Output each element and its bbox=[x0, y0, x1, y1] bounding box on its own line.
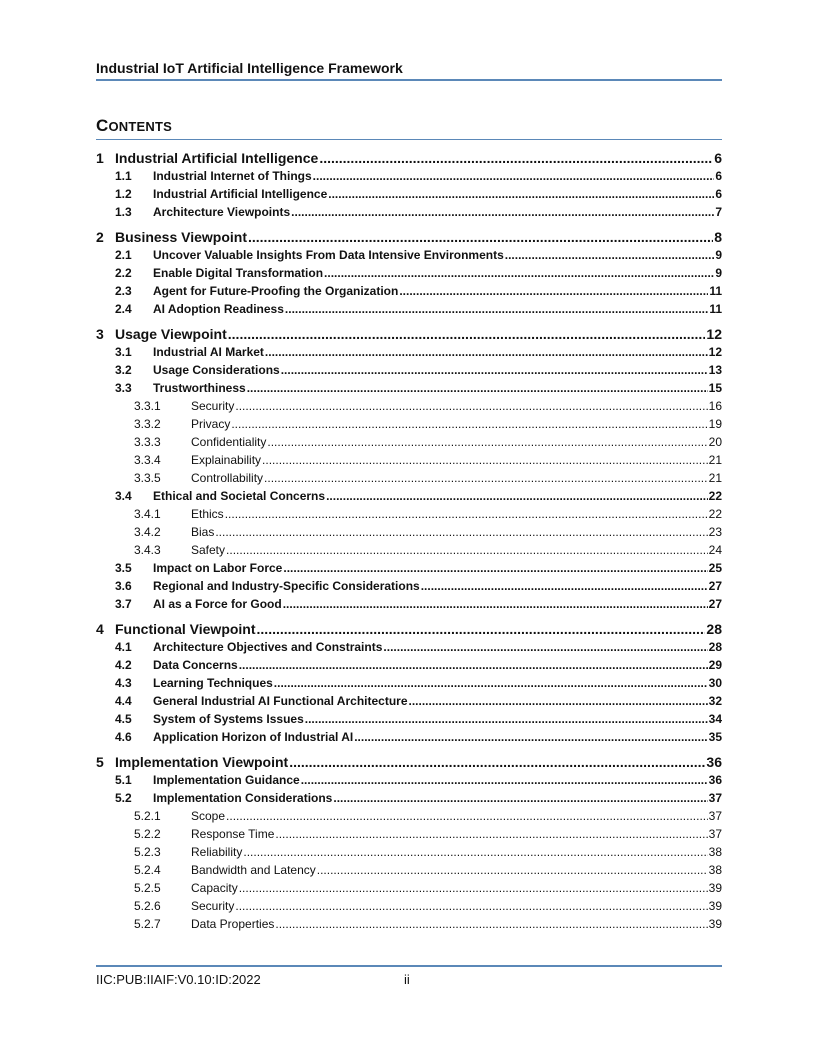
toc-entry-number: 3.1 bbox=[115, 345, 132, 359]
toc-entry-number: 3.7 bbox=[115, 597, 132, 611]
toc-dot-leader bbox=[243, 845, 707, 859]
toc-entry-3-7[interactable] bbox=[96, 597, 722, 615]
toc-entry-number: 3.3.1 bbox=[134, 399, 161, 413]
toc-entry-title: Industrial AI Market bbox=[153, 345, 264, 359]
toc-entry-page: 13 bbox=[708, 363, 722, 377]
toc-dot-leader bbox=[283, 561, 707, 575]
toc-entry-title: Business Viewpoint bbox=[115, 229, 247, 245]
toc-dot-leader bbox=[274, 676, 708, 690]
toc-entry-title: System of Systems Issues bbox=[153, 712, 304, 726]
toc-entry-page: 37 bbox=[708, 827, 722, 841]
toc-dot-leader bbox=[226, 543, 708, 557]
toc-entry-3-6[interactable] bbox=[96, 579, 722, 597]
toc-entry-title: Safety bbox=[191, 543, 226, 557]
toc-entry-3-1[interactable] bbox=[96, 345, 722, 363]
toc-entry-number: 4.1 bbox=[115, 640, 132, 654]
toc-dot-leader bbox=[275, 917, 707, 931]
toc-dot-leader bbox=[231, 417, 707, 431]
header-rule bbox=[96, 79, 722, 81]
toc-entry-number: 3.3.5 bbox=[134, 471, 161, 485]
toc-dot-leader bbox=[239, 658, 708, 672]
toc-entry-4-6[interactable] bbox=[96, 730, 722, 748]
toc-entry-number: 5.2.1 bbox=[134, 809, 161, 823]
toc-dot-leader bbox=[228, 326, 706, 342]
toc-entry-title: Reliability bbox=[191, 845, 243, 859]
toc-dot-leader bbox=[328, 187, 714, 201]
toc-entry-title: Capacity bbox=[191, 881, 238, 895]
toc-entry-page: 20 bbox=[708, 435, 722, 449]
toc-dot-leader bbox=[281, 363, 708, 377]
toc-entry-title: Bandwidth and Latency bbox=[191, 863, 316, 877]
toc-entry-1-1[interactable] bbox=[96, 169, 722, 187]
toc-entry-number: 1.1 bbox=[115, 169, 132, 183]
toc-entry-page: 37 bbox=[708, 809, 722, 823]
toc-dot-leader bbox=[505, 248, 715, 262]
toc-entry-page: 8 bbox=[714, 229, 722, 245]
toc-entry-title: Bias bbox=[191, 525, 215, 539]
toc-entry-title: Security bbox=[191, 399, 235, 413]
toc-entry-title: Learning Techniques bbox=[153, 676, 273, 690]
toc-dot-leader bbox=[289, 754, 705, 770]
toc-entry-title: Explainability bbox=[191, 453, 262, 467]
toc-entry-number: 5.2 bbox=[115, 791, 132, 805]
toc-entry-number: 5.2.4 bbox=[134, 863, 161, 877]
toc-entry-number: 5.2.7 bbox=[134, 917, 161, 931]
toc-entry-number: 3 bbox=[96, 326, 104, 342]
toc-entry-1-3[interactable] bbox=[96, 205, 722, 223]
toc-dot-leader bbox=[285, 302, 708, 316]
toc-entry-page: 16 bbox=[708, 399, 722, 413]
contents-heading bbox=[96, 116, 172, 136]
toc-dot-leader bbox=[291, 205, 714, 219]
toc-entry-5-2-7[interactable] bbox=[96, 917, 722, 935]
toc-entry-title: Privacy bbox=[191, 417, 231, 431]
toc-entry-title: AI as a Force for Good bbox=[153, 597, 282, 611]
toc-entry-number: 4.5 bbox=[115, 712, 132, 726]
toc-dot-leader bbox=[257, 621, 706, 637]
toc-dot-leader bbox=[409, 694, 708, 708]
toc-dot-leader bbox=[283, 597, 708, 611]
toc-entry-3[interactable] bbox=[96, 326, 722, 346]
toc-entry-title: Scope bbox=[191, 809, 226, 823]
toc-entry-page: 27 bbox=[708, 597, 722, 611]
toc-entry-3-4[interactable] bbox=[96, 489, 722, 507]
toc-dot-leader bbox=[324, 266, 714, 280]
toc-entry-3-4-3[interactable] bbox=[96, 543, 722, 561]
toc-entry-page: 39 bbox=[708, 917, 722, 931]
toc-entry-page: 35 bbox=[708, 730, 722, 744]
toc-dot-leader bbox=[226, 809, 708, 823]
toc-entry-number: 4 bbox=[96, 621, 104, 637]
toc-entry-title: Implementation Viewpoint bbox=[115, 754, 289, 770]
toc-entry-title: Regional and Industry-Specific Considerations bbox=[153, 579, 420, 593]
toc-entry-4-1[interactable] bbox=[96, 640, 722, 658]
toc-entry-page: 21 bbox=[708, 453, 722, 467]
toc-entry-4-4[interactable] bbox=[96, 694, 722, 712]
toc-entry-title: Impact on Labor Force bbox=[153, 561, 283, 575]
toc-entry-number: 3.3.2 bbox=[134, 417, 161, 431]
toc-entry-page: 12 bbox=[706, 326, 722, 342]
toc-entry-page: 39 bbox=[708, 899, 722, 913]
toc-entry-page: 29 bbox=[708, 658, 722, 672]
toc-entry-2-1[interactable] bbox=[96, 248, 722, 266]
toc-entry-1[interactable] bbox=[96, 150, 722, 170]
toc-entry-2-2[interactable] bbox=[96, 266, 722, 284]
toc-entry-number: 4.3 bbox=[115, 676, 132, 690]
toc-entry-number: 4.6 bbox=[115, 730, 132, 744]
toc-entry-title: Industrial Internet of Things bbox=[153, 169, 312, 183]
toc-entry-page: 36 bbox=[708, 773, 722, 787]
toc-entry-number: 2.3 bbox=[115, 284, 132, 298]
toc-entry-page: 19 bbox=[708, 417, 722, 431]
toc-entry-number: 4.4 bbox=[115, 694, 132, 708]
toc-entry-page: 22 bbox=[708, 489, 722, 503]
toc-entry-title: Implementation Considerations bbox=[153, 791, 333, 805]
toc-entry-number: 5.2.3 bbox=[134, 845, 161, 859]
toc-entry-5[interactable] bbox=[96, 754, 722, 774]
toc-entry-title: Enable Digital Transformation bbox=[153, 266, 324, 280]
toc-dot-leader bbox=[239, 881, 708, 895]
toc-entry-number: 3.4.1 bbox=[134, 507, 161, 521]
toc-entry-title: Data Concerns bbox=[153, 658, 238, 672]
toc-entry-number: 2.4 bbox=[115, 302, 132, 316]
contents-heading-rest: ONTENTS bbox=[108, 119, 172, 134]
toc-entry-number: 4.2 bbox=[115, 658, 132, 672]
toc-entry-3-4-2[interactable] bbox=[96, 525, 722, 543]
toc-entry-title: Security bbox=[191, 899, 235, 913]
toc-entry-page: 11 bbox=[709, 302, 722, 316]
toc-entry-number: 2.2 bbox=[115, 266, 132, 280]
toc-entry-title: Confidentiality bbox=[191, 435, 267, 449]
toc-dot-leader bbox=[383, 640, 707, 654]
toc-dot-leader bbox=[264, 471, 708, 485]
toc-entry-5-2-5[interactable] bbox=[96, 881, 722, 899]
toc-entry-title: Ethical and Societal Concerns bbox=[153, 489, 326, 503]
toc-entry-page: 34 bbox=[708, 712, 722, 726]
toc-entry-page: 38 bbox=[708, 863, 722, 877]
toc-entry-4-3[interactable] bbox=[96, 676, 722, 694]
toc-entry-page: 6 bbox=[714, 150, 722, 166]
toc-entry-number: 1 bbox=[96, 150, 104, 166]
toc-entry-3-4-1[interactable] bbox=[96, 507, 722, 525]
toc-entry-number: 2 bbox=[96, 229, 104, 245]
toc-dot-leader bbox=[235, 899, 707, 913]
toc-dot-leader bbox=[333, 791, 707, 805]
toc-entry-number: 2.1 bbox=[115, 248, 132, 262]
contents-rule bbox=[96, 139, 722, 140]
toc-entry-number: 1.3 bbox=[115, 205, 132, 219]
toc-entry-5-2-2[interactable] bbox=[96, 827, 722, 845]
toc-entry-number: 3.4.3 bbox=[134, 543, 161, 557]
toc-entry-4[interactable] bbox=[96, 621, 722, 641]
running-header-title: Industrial IoT Artificial Intelligence Framework bbox=[96, 60, 403, 76]
toc-dot-leader bbox=[225, 507, 708, 521]
toc-entry-number: 3.6 bbox=[115, 579, 132, 593]
toc-dot-leader bbox=[267, 435, 707, 449]
toc-entry-4-2[interactable] bbox=[96, 658, 722, 676]
toc-entry-2-3[interactable] bbox=[96, 284, 722, 302]
toc-entry-title: Application Horizon of Industrial AI bbox=[153, 730, 354, 744]
toc-entry-page: 24 bbox=[708, 543, 722, 557]
toc-entry-page: 6 bbox=[715, 169, 722, 183]
toc-entry-page: 32 bbox=[708, 694, 722, 708]
toc-entry-title: Trustworthiness bbox=[153, 381, 246, 395]
toc-dot-leader bbox=[215, 525, 707, 539]
toc-entry-1-2[interactable] bbox=[96, 187, 722, 205]
toc-dot-leader bbox=[262, 453, 708, 467]
toc-entry-title: Industrial Artificial Intelligence bbox=[153, 187, 328, 201]
toc-entry-page: 23 bbox=[708, 525, 722, 539]
toc-entry-page: 39 bbox=[708, 881, 722, 895]
toc-entry-title: Uncover Valuable Insights From Data Intensive Environments bbox=[153, 248, 504, 262]
toc-entry-page: 38 bbox=[708, 845, 722, 859]
toc-entry-title: Ethics bbox=[191, 507, 224, 521]
toc-entry-number: 5.2.5 bbox=[134, 881, 161, 895]
toc-entry-number: 5.2.2 bbox=[134, 827, 161, 841]
toc-entry-number: 3.3 bbox=[115, 381, 132, 395]
toc-entry-number: 3.3.3 bbox=[134, 435, 161, 449]
toc-dot-leader bbox=[247, 381, 708, 395]
toc-dot-leader bbox=[399, 284, 708, 298]
toc-entry-3-3-3[interactable] bbox=[96, 435, 722, 453]
toc-entry-3-3-5[interactable] bbox=[96, 471, 722, 489]
toc-dot-leader bbox=[235, 399, 707, 413]
footer-document-id: IIC:PUB:IIAIF:V0.10:ID:2022 bbox=[96, 972, 261, 987]
toc-entry-title: Architecture Viewpoints bbox=[153, 205, 291, 219]
toc-entry-3-5[interactable] bbox=[96, 561, 722, 579]
toc-dot-leader bbox=[326, 489, 708, 503]
toc-entry-page: 21 bbox=[708, 471, 722, 485]
toc-entry-page: 28 bbox=[708, 640, 722, 654]
toc-entry-page: 12 bbox=[708, 345, 722, 359]
toc-entry-3-3-2[interactable] bbox=[96, 417, 722, 435]
toc-entry-page: 25 bbox=[708, 561, 722, 575]
toc-entry-number: 3.3.4 bbox=[134, 453, 161, 467]
toc-entry-title: Agent for Future-Proofing the Organization bbox=[153, 284, 399, 298]
toc-dot-leader bbox=[305, 712, 708, 726]
toc-dot-leader bbox=[248, 229, 713, 245]
toc-entry-3-3[interactable] bbox=[96, 381, 722, 399]
contents-heading-initial: C bbox=[96, 116, 109, 135]
toc-entry-number: 5.2.6 bbox=[134, 899, 161, 913]
toc-entry-5-2-3[interactable] bbox=[96, 845, 722, 863]
toc-entry-2-4[interactable] bbox=[96, 302, 722, 320]
toc-entry-title: Usage Considerations bbox=[153, 363, 280, 377]
toc-entry-title: Usage Viewpoint bbox=[115, 326, 227, 342]
toc-entry-5-1[interactable] bbox=[96, 773, 722, 791]
toc-entry-number: 3.4 bbox=[115, 489, 132, 503]
toc-dot-leader bbox=[265, 345, 708, 359]
footer-page-number: ii bbox=[404, 972, 410, 987]
toc-dot-leader bbox=[319, 150, 713, 166]
toc-entry-page: 7 bbox=[715, 205, 722, 219]
toc-entry-page: 28 bbox=[706, 621, 722, 637]
toc-entry-title: Industrial Artificial Intelligence bbox=[115, 150, 319, 166]
toc-entry-page: 9 bbox=[715, 266, 722, 280]
toc-entry-title: General Industrial AI Functional Architecture bbox=[153, 694, 408, 708]
toc-entry-number: 1.2 bbox=[115, 187, 132, 201]
toc-dot-leader bbox=[313, 169, 715, 183]
toc-entry-page: 37 bbox=[708, 791, 722, 805]
toc-entry-title: Controllability bbox=[191, 471, 264, 485]
footer-rule bbox=[96, 965, 722, 967]
toc-entry-title: Response Time bbox=[191, 827, 275, 841]
toc-entry-title: Functional Viewpoint bbox=[115, 621, 256, 637]
toc-entry-3-3-4[interactable] bbox=[96, 453, 722, 471]
toc-entry-title: Data Properties bbox=[191, 917, 275, 931]
toc-entry-page: 27 bbox=[708, 579, 722, 593]
toc-entry-5-2-6[interactable] bbox=[96, 899, 722, 917]
toc-dot-leader bbox=[421, 579, 708, 593]
toc-dot-leader bbox=[301, 773, 708, 787]
toc-entry-page: 11 bbox=[709, 284, 722, 298]
toc-entry-page: 36 bbox=[706, 754, 722, 770]
toc-entry-number: 3.5 bbox=[115, 561, 132, 575]
toc-entry-number: 3.2 bbox=[115, 363, 132, 377]
toc-entry-5-2-1[interactable] bbox=[96, 809, 722, 827]
toc-entry-title: Architecture Objectives and Constraints bbox=[153, 640, 383, 654]
toc-entry-5-2-4[interactable] bbox=[96, 863, 722, 881]
toc-entry-page: 9 bbox=[715, 248, 722, 262]
toc-entry-number: 3.4.2 bbox=[134, 525, 161, 539]
toc-dot-leader bbox=[317, 863, 708, 877]
toc-entry-2[interactable] bbox=[96, 229, 722, 249]
toc-dot-leader bbox=[275, 827, 707, 841]
toc-entry-title: Implementation Guidance bbox=[153, 773, 300, 787]
toc-entry-3-3-1[interactable] bbox=[96, 399, 722, 417]
toc-entry-3-2[interactable] bbox=[96, 363, 722, 381]
toc-entry-page: 15 bbox=[708, 381, 722, 395]
toc-dot-leader bbox=[354, 730, 707, 744]
toc-entry-number: 5 bbox=[96, 754, 104, 770]
toc-entry-page: 30 bbox=[708, 676, 722, 690]
toc-entry-page: 22 bbox=[708, 507, 722, 521]
toc-entry-number: 5.1 bbox=[115, 773, 132, 787]
toc-entry-title: AI Adoption Readiness bbox=[153, 302, 284, 316]
toc-entry-page: 6 bbox=[715, 187, 722, 201]
toc-entry-5-2[interactable] bbox=[96, 791, 722, 809]
toc-entry-4-5[interactable] bbox=[96, 712, 722, 730]
